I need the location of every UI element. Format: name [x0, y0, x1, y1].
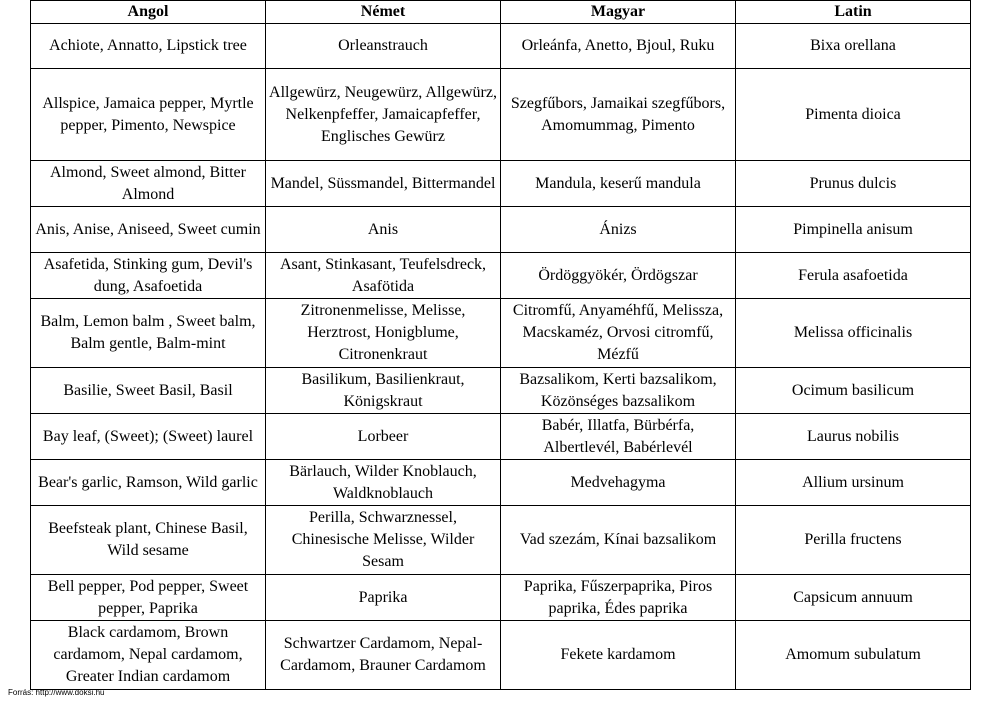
cell-nemet: Bärlauch, Wilder Knoblauch, Waldknoblauch: [266, 460, 501, 506]
cell-latin: Laurus nobilis: [736, 414, 971, 460]
cell-latin: Amomum subulatum: [736, 621, 971, 690]
cell-magyar: Vad szezám, Kínai bazsalikom: [501, 506, 736, 575]
cell-magyar: Babér, Illatfa, Bürbérfa, Albertlevél, Babérlevél: [501, 414, 736, 460]
cell-angol: Almond, Sweet almond, Bitter Almond: [31, 161, 266, 207]
cell-nemet: Anis: [266, 207, 501, 253]
cell-latin: Ocimum basilicum: [736, 368, 971, 414]
cell-nemet: Orleanstrauch: [266, 24, 501, 69]
cell-latin: Perilla fructens: [736, 506, 971, 575]
column-header-nemet: Német: [266, 1, 501, 24]
cell-angol: Bay leaf, (Sweet); (Sweet) laurel: [31, 414, 266, 460]
cell-magyar: Medvehagyma: [501, 460, 736, 506]
cell-angol: Asafetida, Stinking gum, Devil's dung, Asafoetida: [31, 253, 266, 299]
cell-angol: Anis, Anise, Aniseed, Sweet cumin: [31, 207, 266, 253]
table-row: [31, 621, 971, 690]
table-row: [31, 24, 971, 69]
cell-angol: Beefsteak plant, Chinese Basil, Wild sesame: [31, 506, 266, 575]
cell-magyar: Paprika, Fűszerpaprika, Piros paprika, Édes paprika: [501, 575, 736, 621]
cell-angol: Bell pepper, Pod pepper, Sweet pepper, Paprika: [31, 575, 266, 621]
table-row: [31, 368, 971, 414]
cell-magyar: Orleánfa, Anetto, Bjoul, Ruku: [501, 24, 736, 69]
column-header-angol: Angol: [31, 1, 266, 24]
cell-latin: Melissa officinalis: [736, 299, 971, 368]
cell-angol: Allspice, Jamaica pepper, Myrtle pepper, Pimento, Newspice: [31, 69, 266, 161]
cell-magyar: Szegfűbors, Jamaikai szegfűbors, Amomummag, Pimento: [501, 69, 736, 161]
column-header-magyar: Magyar: [501, 1, 736, 24]
cell-nemet: Lorbeer: [266, 414, 501, 460]
table-row: [31, 253, 971, 299]
spice-name-table: [30, 0, 971, 690]
cell-nemet: Schwartzer Cardamom, Nepal-Cardamom, Brauner Cardamom: [266, 621, 501, 690]
cell-magyar: Fekete kardamom: [501, 621, 736, 690]
cell-nemet: Asant, Stinkasant, Teufelsdreck, Asafötida: [266, 253, 501, 299]
cell-latin: Ferula asafoetida: [736, 253, 971, 299]
table-row: [31, 207, 971, 253]
cell-magyar: Ánizs: [501, 207, 736, 253]
cell-latin: Pimpinella anisum: [736, 207, 971, 253]
table-row: [31, 299, 971, 368]
cell-latin: Capsicum annuum: [736, 575, 971, 621]
cell-nemet: Paprika: [266, 575, 501, 621]
header-row: [31, 1, 971, 24]
column-header-latin: Latin: [736, 1, 971, 24]
table-row: [31, 506, 971, 575]
cell-nemet: Mandel, Süssmandel, Bittermandel: [266, 161, 501, 207]
cell-magyar: Mandula, keserű mandula: [501, 161, 736, 207]
source-footnote: Forrás: http://www.doksi.hu: [8, 688, 105, 697]
cell-latin: Pimenta dioica: [736, 69, 971, 161]
table-row: [31, 69, 971, 161]
cell-nemet: Zitronenmelisse, Melisse, Herztrost, Honigblume, Citronenkraut: [266, 299, 501, 368]
table-row: [31, 414, 971, 460]
cell-magyar: Citromfű, Anyaméhfű, Melissza, Macskaméz, Orvosi citromfű, Mézfű: [501, 299, 736, 368]
cell-angol: Basilie, Sweet Basil, Basil: [31, 368, 266, 414]
cell-nemet: Allgewürz, Neugewürz, Allgewürz, Nelkenpfeffer, Jamaicapfeffer, Englisches Gewürz: [266, 69, 501, 161]
cell-nemet: Perilla, Schwarznessel, Chinesische Melisse, Wilder Sesam: [266, 506, 501, 575]
cell-latin: Bixa orellana: [736, 24, 971, 69]
table-body: [31, 24, 971, 690]
cell-latin: Allium ursinum: [736, 460, 971, 506]
cell-magyar: Bazsalikom, Kerti bazsalikom, Közönséges bazsalikom: [501, 368, 736, 414]
cell-angol: Achiote, Annatto, Lipstick tree: [31, 24, 266, 69]
cell-angol: Black cardamom, Brown cardamom, Nepal cardamom, Greater Indian cardamom: [31, 621, 266, 690]
cell-magyar: Ördöggyökér, Ördögszar: [501, 253, 736, 299]
cell-angol: Bear's garlic, Ramson, Wild garlic: [31, 460, 266, 506]
table-row: [31, 575, 971, 621]
cell-angol: Balm, Lemon balm , Sweet balm, Balm gentle, Balm-mint: [31, 299, 266, 368]
cell-nemet: Basilikum, Basilienkraut, Königskraut: [266, 368, 501, 414]
table-row: [31, 460, 971, 506]
cell-latin: Prunus dulcis: [736, 161, 971, 207]
table-row: [31, 161, 971, 207]
